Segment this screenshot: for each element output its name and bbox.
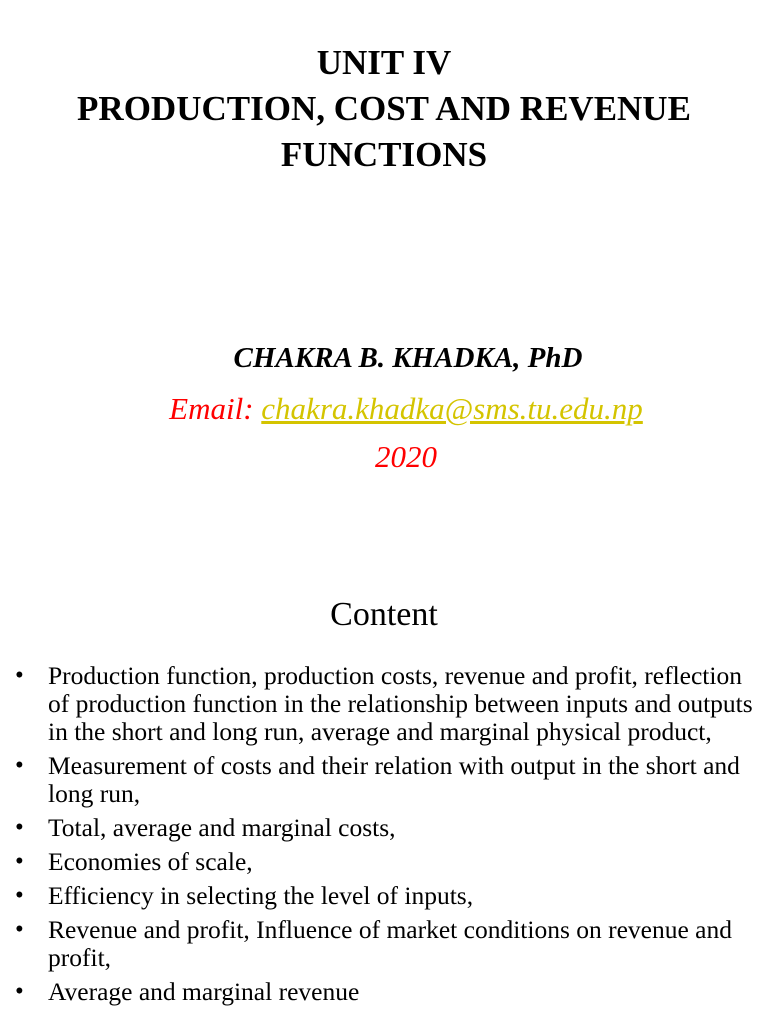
list-item-text: Production function, production costs, revenue and profit, reflection of production function in the relationship between inputs and outputs in the short and long run, average and marginal physical product,: [48, 661, 753, 746]
email-line: [0, 388, 768, 430]
bullet-icon: •: [15, 848, 24, 875]
content-list: [0, 662, 768, 1012]
list-item: [0, 848, 768, 876]
list-item: [0, 662, 768, 746]
list-item-text: Efficiency in selecting the level of inputs,: [48, 881, 474, 910]
bullet-icon: •: [15, 882, 24, 909]
list-item: [0, 752, 768, 808]
title-line-topic: PRODUCTION, COST AND REVENUE: [77, 89, 691, 128]
title-line-functions: FUNCTIONS: [280, 135, 488, 174]
list-item: [0, 916, 768, 972]
title-line-unit: UNIT IV: [316, 43, 452, 82]
list-item-text: Average and marginal revenue: [48, 977, 360, 1006]
bullet-icon: •: [15, 662, 24, 689]
list-item-text: Revenue and profit, Influence of market conditions on revenue and profit,: [48, 915, 733, 972]
year: 2020: [375, 439, 437, 474]
author-name: CHAKRA B. KHADKA, PhD: [233, 342, 583, 374]
email-link[interactable]: chakra.khadka@sms.tu.edu.np: [261, 391, 643, 426]
bullet-icon: •: [15, 752, 24, 779]
list-item: [0, 814, 768, 842]
slide-title: [0, 40, 768, 178]
bullet-icon: •: [15, 814, 24, 841]
content-heading: Content: [330, 596, 438, 633]
list-item: [0, 882, 768, 910]
bullet-icon: •: [15, 978, 24, 1005]
list-item-text: Economies of scale,: [48, 847, 253, 876]
list-item-text: Total, average and marginal costs,: [48, 813, 396, 842]
bullet-icon: •: [15, 916, 24, 943]
email-label: Email:: [169, 391, 262, 426]
list-item: [0, 978, 768, 1006]
list-item-text: Measurement of costs and their relation with output in the short and long run,: [48, 751, 740, 808]
